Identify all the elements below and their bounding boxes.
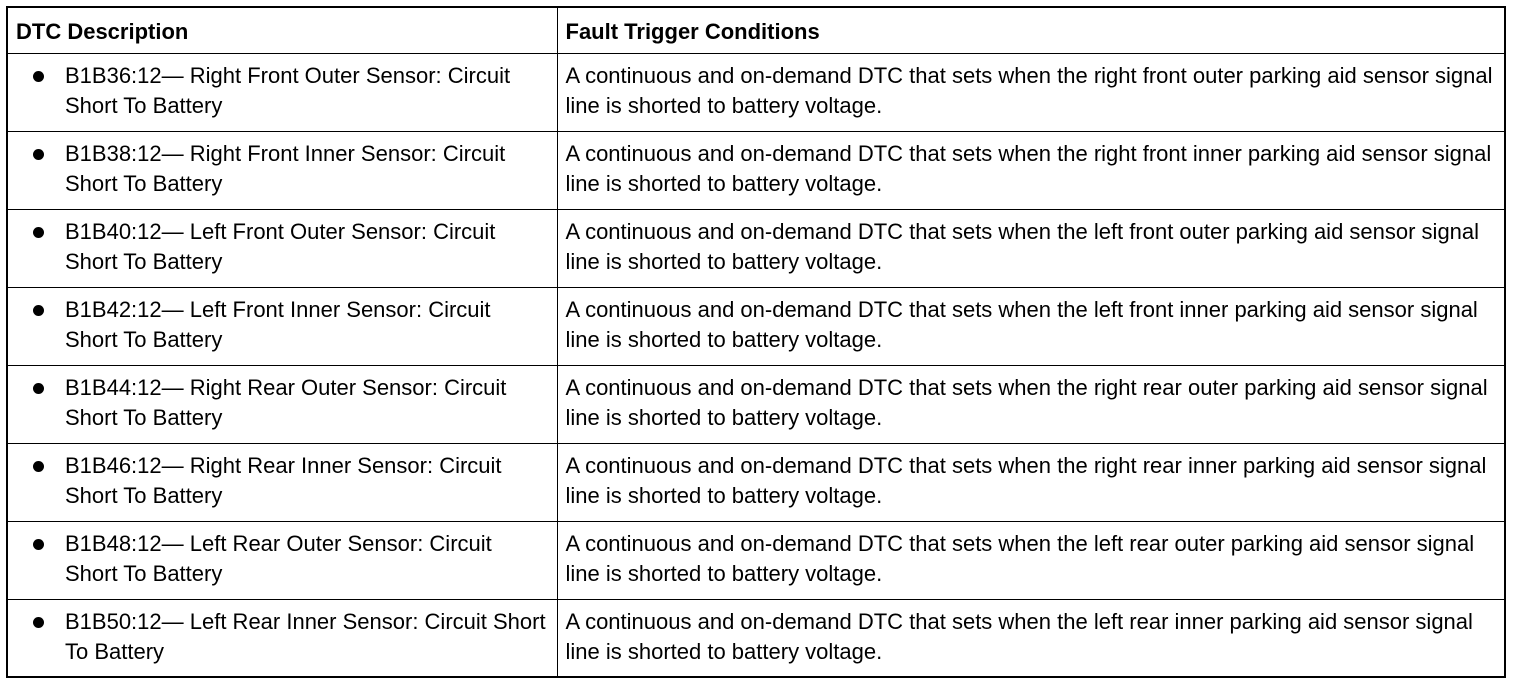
bullet-icon: [33, 71, 44, 82]
dtc-description-text: B1B38:12— Right Front Inner Sensor: Circuit Short To Battery: [65, 140, 506, 196]
dtc-description-text: B1B50:12— Left Rear Inner Sensor: Circuit Short To Battery: [65, 608, 546, 664]
dtc-description-text: B1B44:12— Right Rear Outer Sensor: Circuit Short To Battery: [65, 374, 507, 430]
dtc-description-cell: [8, 209, 557, 287]
bullet-icon: [33, 617, 44, 628]
fault-condition-cell: A continuous and on-demand DTC that sets when the right front inner parking aid sensor signal line is shorted to battery voltage.: [557, 131, 1504, 209]
dtc-description-cell: [8, 131, 557, 209]
table-row: [8, 53, 1504, 131]
header-fault-trigger-conditions: Fault Trigger Conditions: [557, 8, 1504, 53]
dtc-description-cell: [8, 53, 557, 131]
fault-condition-cell: A continuous and on-demand DTC that sets when the left rear inner parking aid sensor signal line is shorted to battery voltage.: [557, 599, 1504, 677]
bullet-icon: [33, 383, 44, 394]
bullet-icon: [33, 227, 44, 238]
fault-condition-cell: A continuous and on-demand DTC that sets when the right rear inner parking aid sensor signal line is shorted to battery voltage.: [557, 443, 1504, 521]
bullet-icon: [33, 305, 44, 316]
table-row: [8, 287, 1504, 365]
table-row: [8, 209, 1504, 287]
table-row: [8, 365, 1504, 443]
table-row: [8, 521, 1504, 599]
fault-condition-cell: A continuous and on-demand DTC that sets when the left front inner parking aid sensor signal line is shorted to battery voltage.: [557, 287, 1504, 365]
dtc-description-cell: [8, 443, 557, 521]
bullet-icon: [33, 149, 44, 160]
table-row: [8, 599, 1504, 677]
table-row: [8, 443, 1504, 521]
dtc-description-cell: [8, 287, 557, 365]
dtc-description-cell: [8, 599, 557, 677]
dtc-description-cell: [8, 365, 557, 443]
bullet-icon: [33, 461, 44, 472]
dtc-description-text: B1B40:12— Left Front Outer Sensor: Circuit Short To Battery: [65, 218, 496, 274]
dtc-description-cell: [8, 521, 557, 599]
dtc-description-text: B1B46:12— Right Rear Inner Sensor: Circuit Short To Battery: [65, 452, 502, 508]
dtc-description-text: B1B48:12— Left Rear Outer Sensor: Circuit Short To Battery: [65, 530, 492, 586]
dtc-table-frame: [6, 6, 1506, 678]
fault-condition-cell: A continuous and on-demand DTC that sets when the left front outer parking aid sensor signal line is shorted to battery voltage.: [557, 209, 1504, 287]
fault-condition-cell: A continuous and on-demand DTC that sets when the right front outer parking aid sensor signal line is shorted to battery voltage.: [557, 53, 1504, 131]
table-row: [8, 131, 1504, 209]
dtc-description-text: B1B36:12— Right Front Outer Sensor: Circuit Short To Battery: [65, 62, 511, 118]
dtc-description-text: B1B42:12— Left Front Inner Sensor: Circuit Short To Battery: [65, 296, 491, 352]
table-header-row: [8, 8, 1504, 53]
fault-condition-cell: A continuous and on-demand DTC that sets when the left rear outer parking aid sensor signal line is shorted to battery voltage.: [557, 521, 1504, 599]
bullet-icon: [33, 539, 44, 550]
fault-condition-cell: A continuous and on-demand DTC that sets when the right rear outer parking aid sensor signal line is shorted to battery voltage.: [557, 365, 1504, 443]
dtc-table: [8, 8, 1504, 677]
header-dtc-description: DTC Description: [8, 8, 557, 53]
